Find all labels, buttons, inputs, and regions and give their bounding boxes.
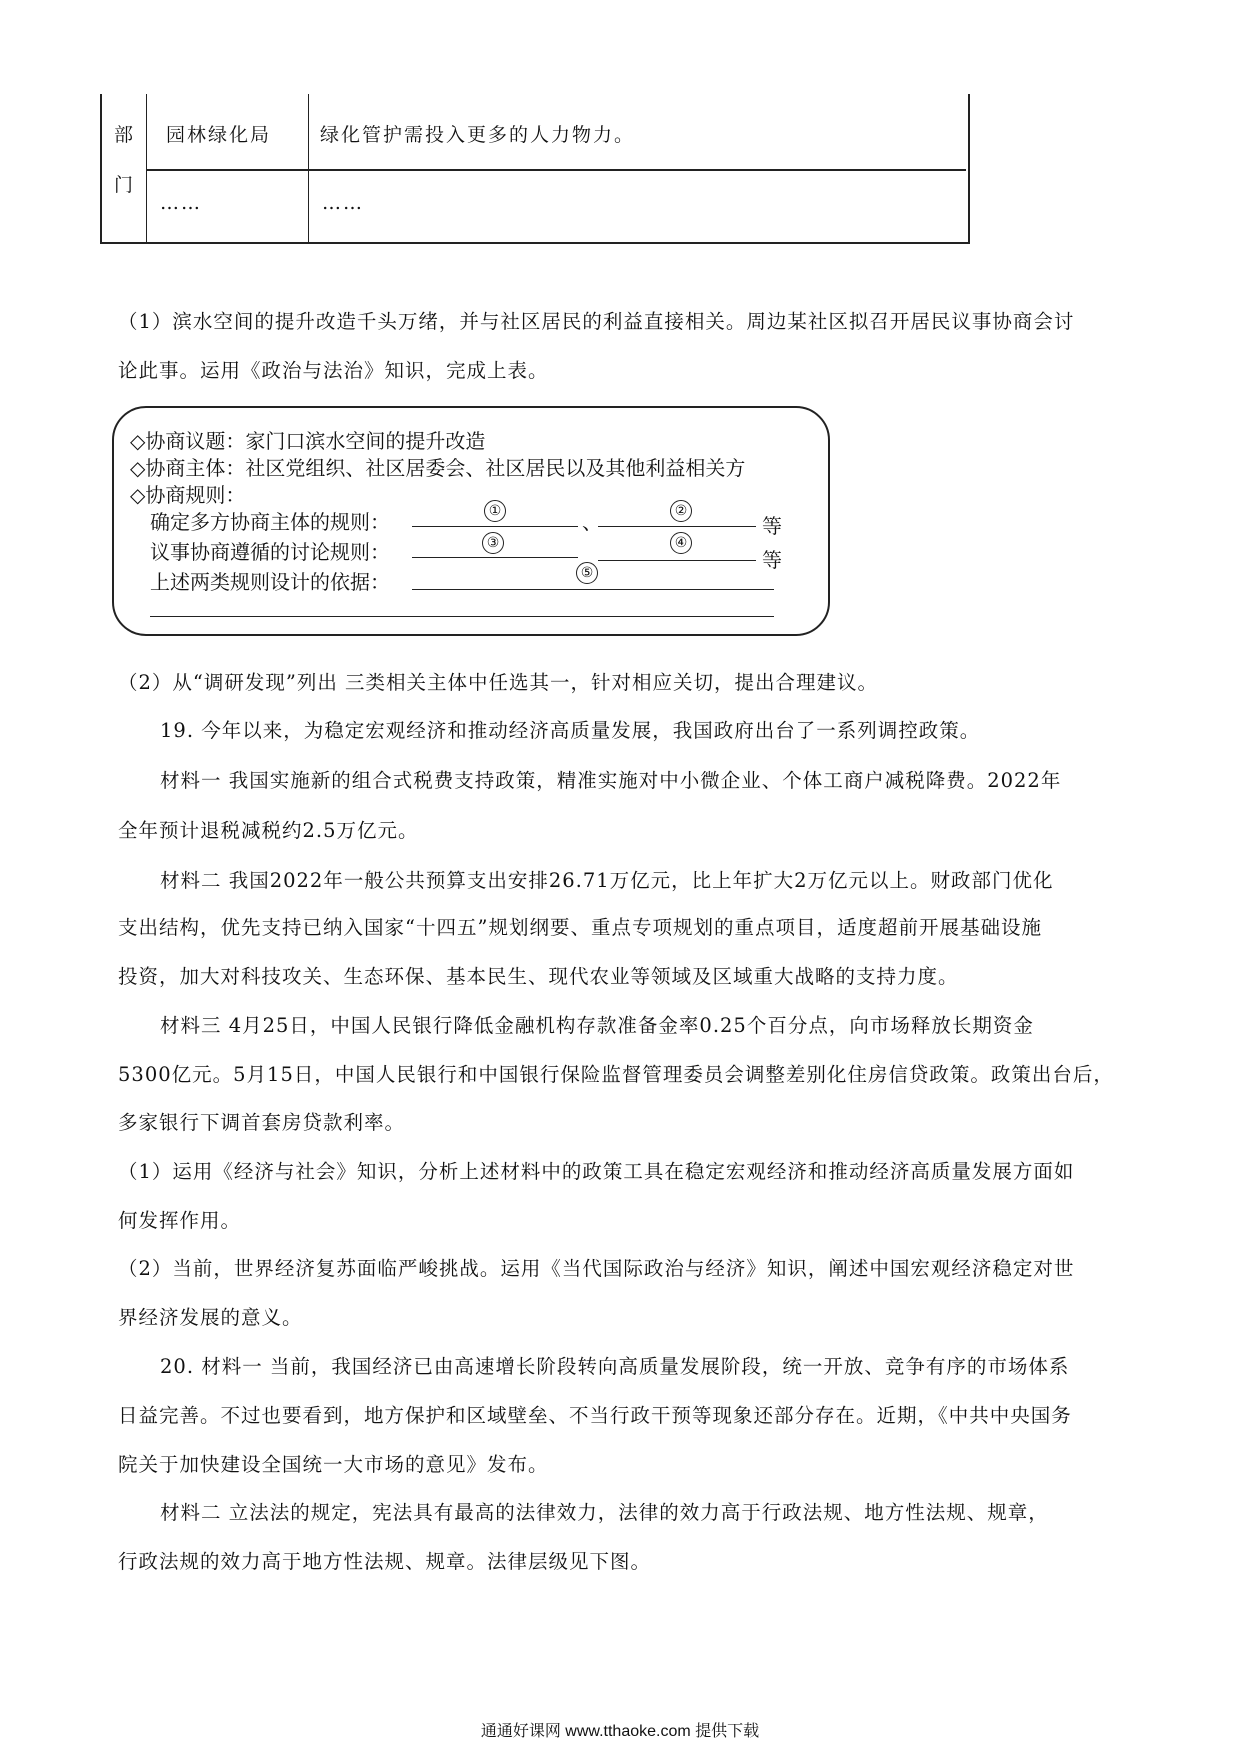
answer-blank	[150, 616, 774, 617]
question-text: 论此事。运用《政治与法治》知识，完成上表。	[118, 359, 549, 382]
blank-marker: ⑤	[576, 562, 598, 584]
etc-label: 等	[762, 514, 782, 538]
rule-label: 上述两类规则设计的依据：	[150, 570, 390, 594]
question-text: 何发挥作用。	[118, 1209, 242, 1232]
answer-blank	[598, 560, 756, 561]
material-text: 投资，加大对科技攻关、生态环保、基本民生、现代农业等领域及区域重大战略的支持力度。	[118, 965, 959, 988]
table-cell-department: 园林绿化局	[166, 124, 272, 146]
table-row-divider	[146, 169, 966, 171]
material-text: 5300亿元。5月15日，中国人民银行和中国银行保险监督管理委员会调整差别化住房信贷政策。政策出台后，	[118, 1063, 1114, 1086]
answer-blank	[412, 557, 578, 558]
question-text: （1）运用《经济与社会》知识，分析上述材料中的政策工具在稳定宏观经济和推动经济高质量发展方面如	[118, 1160, 1075, 1183]
material-text: 全年预计退税减税约2.5万亿元。	[118, 819, 419, 842]
table-cell-finding: 绿化管护需投入更多的人力物力。	[320, 124, 636, 146]
question-text: （2）从“调研发现”列出 三类相关主体中任选其一，针对相应关切，提出合理建议。	[118, 671, 879, 694]
blank-marker: ④	[670, 532, 692, 554]
material-text: 日益完善。不过也要看到，地方保护和区域壁垒、不当行政干预等现象还部分存在。近期，《中共中央国务	[118, 1404, 1072, 1427]
question-text: 界经济发展的意义。	[118, 1306, 303, 1329]
material-text: 支出结构，优先支持已纳入国家“十四五”规划纲要、重点专项规划的重点项目，适度超前开展基础设施	[118, 916, 1042, 939]
material-text: 材料一 我国实施新的组合式税费支持政策，精准实施对中小微企业、个体工商户减税降费。2022年	[160, 769, 1062, 792]
material-text: 多家银行下调首套房贷款利率。	[118, 1111, 406, 1134]
material-text: 材料二 我国2022年一般公共预算支出安排26.71万亿元，比上年扩大2万亿元以上。财政部门优化	[160, 869, 1054, 892]
table-divider	[308, 94, 309, 242]
blank-marker: ③	[482, 532, 504, 554]
table-divider	[146, 94, 147, 242]
material-text: 20. 材料一 当前，我国经济已由高速增长阶段转向高质量发展阶段，统一开放、竞争有序的市场体系	[160, 1355, 1070, 1378]
rule-label: 议事协商遵循的讨论规则：	[150, 540, 390, 564]
material-text: 材料二 立法法的规定，宪法具有最高的法律效力，法律的效力高于行政法规、地方性法规、规章，	[160, 1501, 1049, 1524]
table-cell-department: ……	[160, 192, 202, 214]
blank-marker: ②	[670, 500, 692, 522]
table-row-header-char: 门	[114, 174, 136, 196]
question-text: （2）当前，世界经济复苏面临严峻挑战。运用《当代国际政治与经济》知识，阐述中国宏观经济稳定对世	[118, 1257, 1075, 1280]
separator: 、	[582, 510, 602, 534]
page-footer: 通通好课网 www.tthaoke.com 提供下载	[480, 1723, 760, 1740]
table-cell-finding: ……	[322, 192, 364, 214]
consultation-rules: ◇协商规则：	[130, 483, 246, 507]
question-19-intro: 19. 今年以来，为稳定宏观经济和推动经济高质量发展，我国政府出台了一系列调控政策。	[160, 719, 981, 742]
table-row-header-char: 部	[114, 124, 136, 146]
blank-marker: ①	[484, 500, 506, 522]
answer-blank	[412, 526, 578, 527]
answer-blank	[598, 526, 756, 527]
question-text: （1）滨水空间的提升改造千头万绪，并与社区居民的利益直接相关。周边某社区拟召开居民议事协商会讨	[118, 310, 1075, 333]
material-text: 院关于加快建设全国统一大市场的意见》发布。	[118, 1453, 549, 1476]
etc-label: 等	[762, 548, 782, 572]
material-text: 材料三 4月25日，中国人民银行降低金融机构存款准备金率0.25个百分点，向市场释放长期资金	[160, 1014, 1034, 1037]
material-text: 行政法规的效力高于地方性法规、规章。法律层级见下图。	[118, 1550, 652, 1573]
consultation-subject: ◇协商主体：社区党组织、社区居委会、社区居民以及其他利益相关方	[130, 456, 746, 480]
answer-blank	[412, 589, 774, 590]
rule-label: 确定多方协商主体的规则：	[150, 510, 390, 534]
consultation-topic: ◇协商议题：家门口滨水空间的提升改造	[130, 429, 486, 453]
